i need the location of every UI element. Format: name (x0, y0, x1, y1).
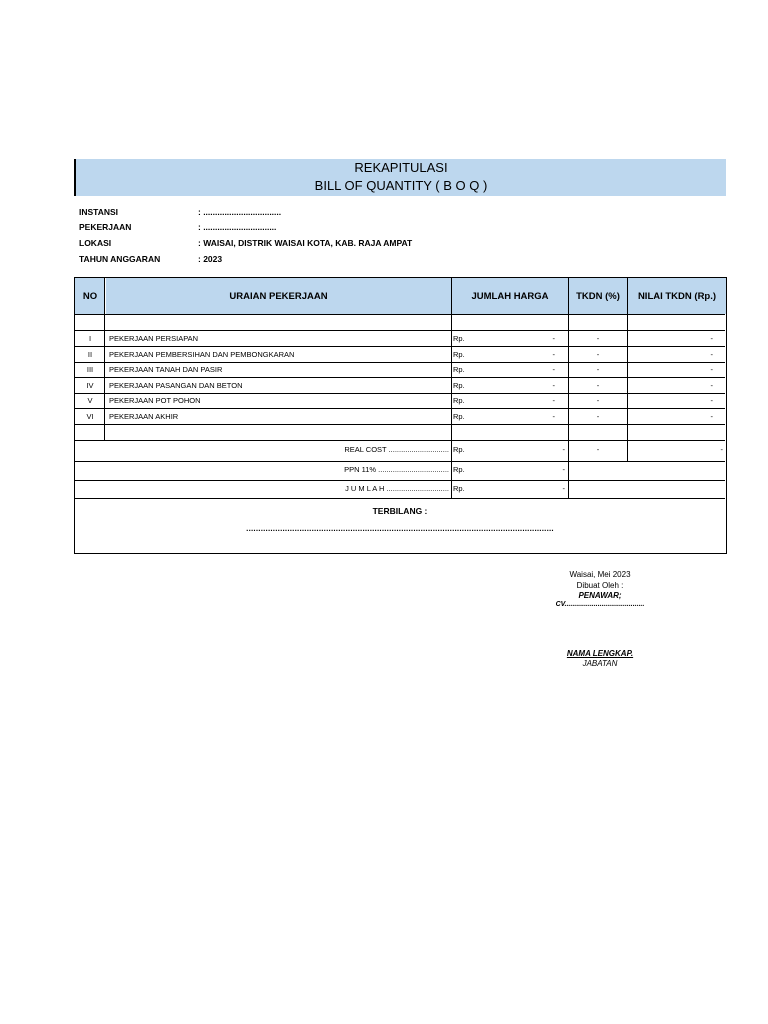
row-nilai: - (710, 365, 713, 374)
real-cost-label: REAL COST ............................. (344, 445, 449, 454)
row-nilai: - (710, 381, 713, 390)
info-value-tahun: : 2023 (198, 254, 223, 264)
row-nilai: - (710, 350, 713, 359)
row-nilai: - (710, 396, 713, 405)
row-uraian: PEKERJAAN POT POHON (109, 396, 201, 405)
signature-name: NAMA LENGKAP. (566, 649, 634, 658)
info-label-pekerjaan: PEKERJAAN (79, 222, 132, 232)
row-no: IV (86, 381, 94, 390)
row-rp: Rp. (453, 334, 465, 343)
real-cost-nilai: - (720, 445, 723, 454)
row-nilai: - (710, 412, 713, 421)
info-label-tahun: TAHUN ANGGARAN (79, 254, 161, 264)
row-jumlah: - (552, 381, 555, 390)
title-banner (74, 159, 726, 196)
total-label: J U M L A H .............................. (345, 484, 449, 493)
row-tkdn: - (596, 350, 600, 359)
row-tkdn: - (596, 396, 600, 405)
total-rp: Rp. (453, 484, 465, 493)
row-tkdn: - (596, 381, 600, 390)
signature-role: PENAWAR; (578, 591, 622, 600)
row-jumlah: - (552, 396, 555, 405)
row-uraian: PEKERJAAN PEMBERSIHAN DAN PEMBONGKARAN (109, 350, 295, 359)
header-tkdn: TKDN (%) (569, 278, 627, 314)
boq-table (74, 277, 727, 554)
row-nilai: - (710, 334, 713, 343)
row-uraian: PEKERJAAN PERSIAPAN (109, 334, 199, 343)
row-no: I (88, 334, 92, 343)
row-jumlah: - (552, 365, 555, 374)
info-value-pekerjaan: : ............................... (198, 222, 277, 232)
row-tkdn: - (596, 412, 600, 421)
row-no: VI (86, 412, 94, 421)
row-rp: Rp. (453, 381, 465, 390)
header-jumlah: JUMLAH HARGA (452, 278, 568, 314)
info-value-lokasi: : WAISAI, DISTRIK WAISAI KOTA, KAB. RAJA AMPAT (198, 238, 413, 248)
terbilang-label: TERBILANG : (372, 506, 428, 516)
row-jumlah: - (552, 334, 555, 343)
row-rp: Rp. (453, 350, 465, 359)
row-jumlah: - (552, 412, 555, 421)
row-uraian: PEKERJAAN TANAH DAN PASIR (109, 365, 223, 374)
total-jumlah: - (562, 484, 565, 493)
signature-position: JABATAN (582, 659, 618, 668)
ppn-label: PPN 11% .................................. (344, 465, 449, 474)
header-nilai: NILAI TKDN (Rp.) (628, 278, 726, 314)
real-cost-rp: Rp. (453, 445, 465, 454)
signature-made-by: Dibuat Oleh : (576, 581, 624, 590)
info-label-instansi: INSTANSI (79, 207, 119, 217)
row-tkdn: - (596, 334, 600, 343)
row-rp: Rp. (453, 365, 465, 374)
row-jumlah: - (552, 350, 555, 359)
row-no: III (86, 365, 94, 374)
ppn-jumlah: - (562, 465, 565, 474)
row-uraian: PEKERJAAN AKHIR (109, 412, 179, 421)
signature-place-date: Waisai, Mei 2023 (569, 570, 631, 579)
row-tkdn: - (596, 365, 600, 374)
row-rp: Rp. (453, 396, 465, 405)
header-uraian: URAIAN PEKERJAAN (106, 278, 451, 314)
row-no: V (87, 396, 93, 405)
terbilang-dots: ............................................................................................................................... (246, 524, 554, 533)
header-no: NO (75, 278, 105, 314)
row-uraian: PEKERJAAN PASANGAN DAN BETON (109, 381, 243, 390)
info-value-instansi: : ................................. (198, 207, 282, 217)
real-cost-tkdn: - (596, 445, 600, 454)
info-label-lokasi: LOKASI (79, 238, 112, 248)
row-no: II (87, 350, 93, 359)
row-rp: Rp. (453, 412, 465, 421)
title-line1: REKAPITULASI (354, 160, 448, 175)
ppn-rp: Rp. (453, 465, 465, 474)
signature-company: CV......................................... (555, 601, 645, 608)
real-cost-jumlah: - (562, 445, 565, 454)
title-line2: BILL OF QUANTITY ( B O Q ) (314, 178, 488, 193)
